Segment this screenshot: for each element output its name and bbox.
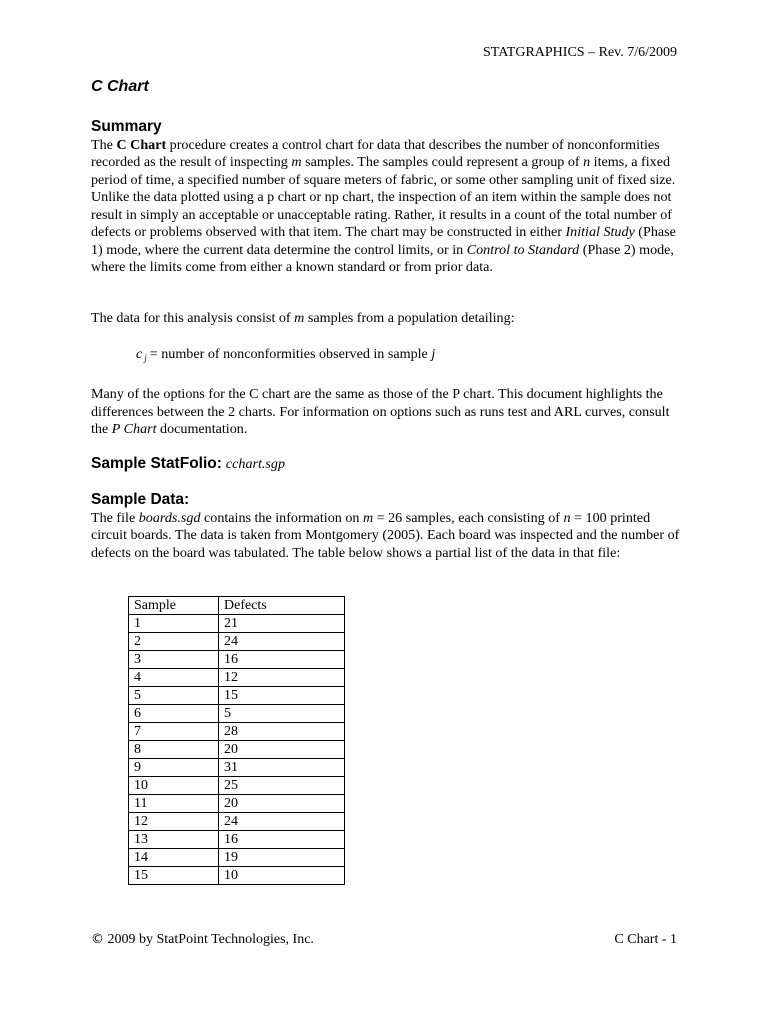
- sample-data-section: [91, 491, 681, 562]
- page-header: STATGRAPHICS – Rev. 7/6/2009: [483, 45, 677, 60]
- summary-paragraph: The C Chart procedure creates a control chart for data that describes the number of nonconformities recorded as the result of inspecting m samples. The samples could represent a group of n items, a fixed period of time, a specified number of square meters of fabric, or some other sampling unit of fixed size. Unlike the data plotted using a p chart or np chart, the inspection of an item within the sample does not result in simply an acceptable or unacceptable rating. Rather, it results in a count of the total number of defects or problems observed with that item. The chart may be constructed in either Initial Study (Phase 1) mode, where the current data determine the control limits, or in Control to Standard (Phase 2) mode, where the limits come from either a known standard or from prior data.: [91, 136, 676, 275]
- table-row: 12 24: [129, 813, 345, 831]
- table-row: 2 24: [129, 633, 345, 651]
- table-row: 11 20: [129, 795, 345, 813]
- table-row: 9 31: [129, 759, 345, 777]
- options-paragraph: Many of the options for the C chart are the same as those of the P chart. This document highlights the differences between the 2 charts. For information on options such as runs test and ARL curves, consult the P Chart documentation.: [91, 386, 670, 437]
- statfolio-file: cchart.sgp: [225, 456, 286, 472]
- summary-heading: Summary: [91, 118, 162, 135]
- defects-table: [128, 596, 345, 885]
- statfolio-line: [91, 455, 285, 473]
- formula-definition: c $_j$ = number of nonconformities observed in sample j: [136, 346, 436, 363]
- table-row: 13 16: [129, 831, 345, 849]
- footer-copyright: © 2009 by StatPoint Technologies, Inc.: [91, 932, 314, 947]
- table-row: 8 20: [129, 741, 345, 759]
- table-row: 10 25: [129, 777, 345, 795]
- statfolio-label: Sample StatFolio:: [91, 455, 222, 472]
- table-row: 3 16: [129, 651, 345, 669]
- table-header-row: [129, 597, 345, 615]
- table-row: 6 5: [129, 705, 345, 723]
- table-row: 5 15: [129, 687, 345, 705]
- data-description-paragraph: The data for this analysis consist of m samples from a population detailing:: [91, 310, 515, 326]
- column-header-defects: Defects: [219, 597, 345, 615]
- table-row: 1 21: [129, 615, 345, 633]
- table-row: 14 19: [129, 849, 345, 867]
- table-row: 15 10: [129, 867, 345, 885]
- footer-page-number: C Chart - 1: [614, 932, 677, 947]
- table-row: 4 12: [129, 669, 345, 687]
- column-header-sample: Sample: [129, 597, 219, 615]
- document-title: C Chart: [91, 78, 149, 95]
- table-row: 7 28: [129, 723, 345, 741]
- sample-data-heading: Sample Data:: [91, 491, 190, 508]
- copyright-icon: ©: [91, 932, 104, 947]
- summary-section: [91, 118, 681, 277]
- sample-data-paragraph: The file boards.sgd contains the information on m = 26 samples, each consisting of n = 100 printed circuit boards. The data is taken from Montgomery (2005). Each board was inspected and the number of defects on the board was tabulated. The table below shows a partial list of the data in that file:: [91, 509, 680, 561]
